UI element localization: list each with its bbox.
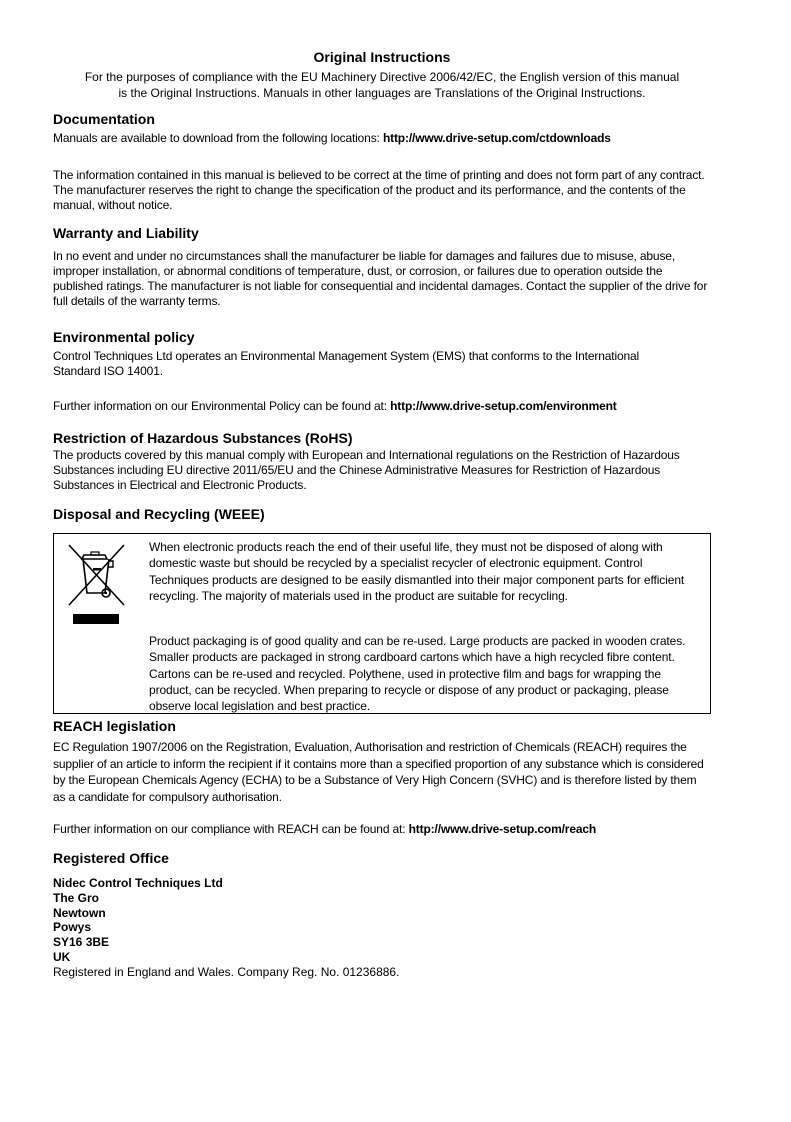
reach-further [53, 822, 711, 837]
environmental-text: Control Techniques Ltd operates an Environmental Management System (EMS) that conforms to the International Standard ISO 14001. [53, 349, 640, 378]
documentation-lead: Manuals are available to download from the following locations: [53, 131, 383, 145]
address-line-town: Newtown [53, 905, 106, 920]
environmental-further-lead: Further information on our Environmental Policy can be found at: [53, 399, 391, 413]
registered-office-address [53, 876, 399, 980]
weee-heading: Disposal and Recycling (WEEE) [53, 506, 265, 522]
address-line-country: UK [53, 949, 71, 964]
reach-link[interactable]: http://www.drive-setup.com/reach [408, 822, 597, 836]
address-line-company: Nidec Control Techniques Ltd [53, 876, 223, 890]
documentation-disclaimer: The information contained in this manual is believed to be correct at the time of printing and does not form part of any contract. The manufacturer reserves the right to change the specification of the product and its performance, and the contents of the manual, without notice. [53, 168, 705, 212]
rohs-heading: Restriction of Hazardous Substances (RoHS) [53, 430, 353, 446]
environment-link[interactable]: http://www.drive-setup.com/environment [390, 399, 617, 413]
documentation-text [53, 131, 711, 146]
original-instructions-line-1: For the purposes of compliance with the EU Machinery Directive 2006/42/EC, the English version of this manual [84, 70, 680, 84]
registered-office-heading: Registered Office [53, 850, 169, 866]
warranty-text: In no event and under no circumstances shall the manufacturer be liable for damages and failures due to misuse, abuse, improper installation, or abnormal conditions of temperature, dust, or corrosion, or failures due to operation outside the published ratings. The manufacturer is not liable for consequential and incidental damages. Contact the supplier of the drive for full details of the warranty terms. [53, 249, 708, 308]
environmental-further [53, 399, 711, 414]
reach-text: EC Regulation 1907/2006 on the Registration, Evaluation, Authorisation and restriction of Chemicals (REACH) requires the supplier of an article to inform the recipient if it contains more than a specified proportion of any substance which is considered by the European Chemicals Agency (ECHA) to be a Substance of Very High Concern (SVHC) and is therefore listed by them as a candidate for compulsory authorisation. [53, 740, 704, 804]
weee-paragraph-1: When electronic products reach the end of their useful life, they must not be disposed of along with domestic waste but should be recycled by a specialist recycler of electronic equipment. Control Techniques products are designed to be easily dismantled into their major component parts for efficient recycling. The majority of materials used in the product are suitable for recycling. [149, 540, 685, 603]
original-instructions-title: Original Instructions [313, 49, 451, 65]
original-instructions-text [53, 70, 711, 101]
reach-heading: REACH legislation [53, 718, 176, 734]
weee-paragraph-2: Product packaging is of good quality and can be re-used. Large products are packed in wooden crates. Smaller products are packaged in strong cardboard cartons which have a high recycled fibre content. Cartons can be re-used and recycled. Polythene, used in protective film and bags for wrapping the product, can be recycled. When preparing to recycle or dispose of any product or packaging, please observe local legislation and best practice. [149, 634, 686, 714]
address-line-street: The Gro [53, 890, 100, 905]
address-line-postcode: SY16 3BE [53, 935, 110, 950]
crossed-out-wheelie-bin-icon [67, 543, 127, 625]
original-instructions-line-2: is the Original Instructions. Manuals in other languages are Translations of the Original Instructions. [118, 85, 646, 100]
warranty-heading: Warranty and Liability [53, 225, 199, 241]
company-registration: Registered in England and Wales. Company Reg. No. 01236886. [53, 964, 400, 979]
documentation-heading: Documentation [53, 111, 155, 127]
ctdownloads-link[interactable]: http://www.drive-setup.com/ctdownloads [382, 131, 611, 145]
rohs-text: The products covered by this manual comply with European and International regulations on the Restriction of Hazardous Substances including EU directive 2011/65/EU and the Chinese Administrative Measures for Restriction of Hazardous Substances in Electrical and Electronic Products. [53, 448, 680, 492]
weee-box [53, 533, 711, 714]
environmental-heading: Environmental policy [53, 329, 195, 345]
address-line-county: Powys [53, 920, 92, 935]
reach-further-lead: Further information on our compliance with REACH can be found at: [53, 822, 409, 836]
